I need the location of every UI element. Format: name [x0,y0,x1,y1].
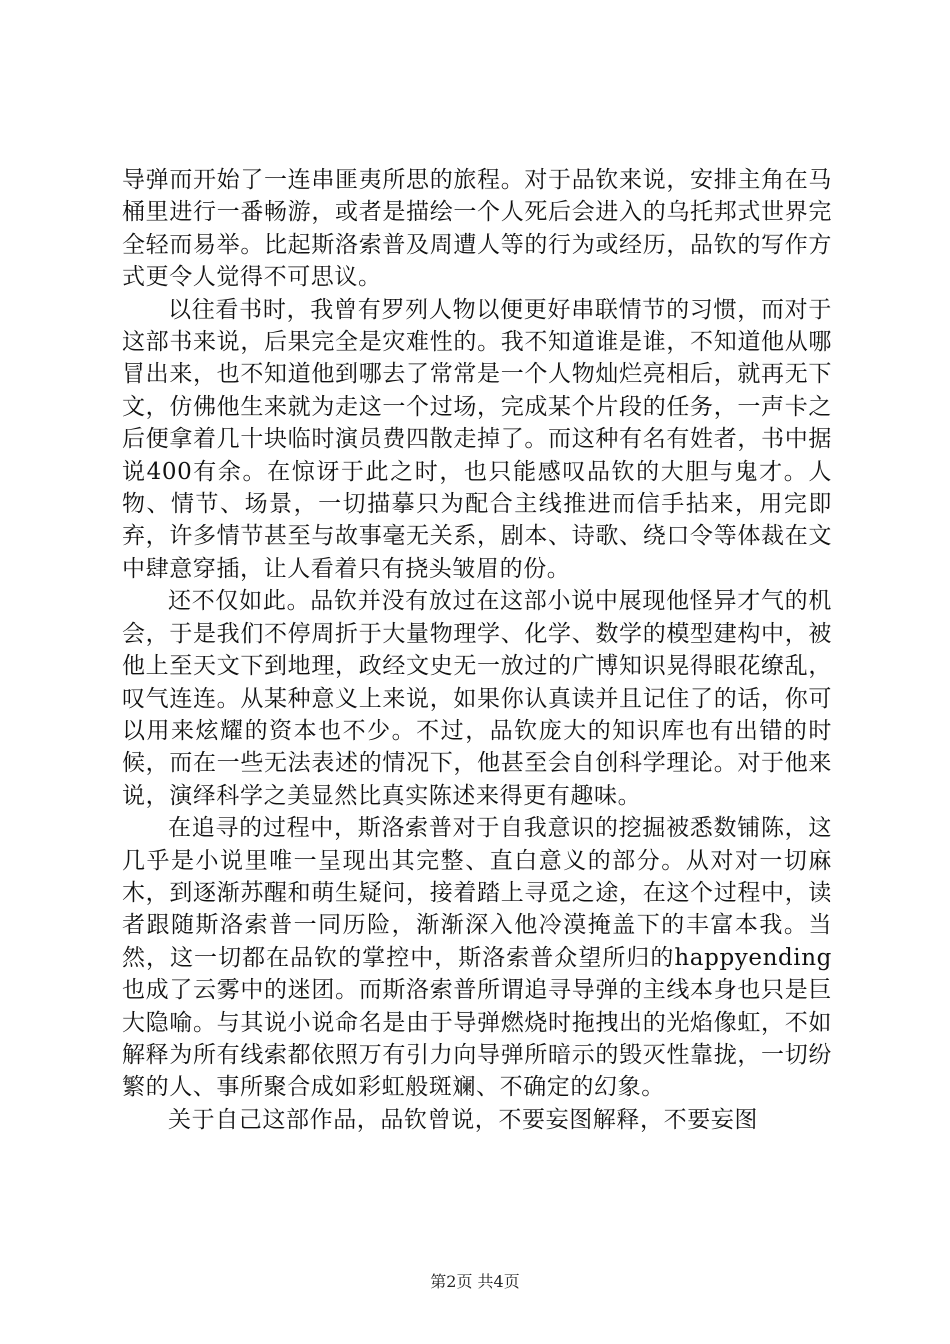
page-footer [0,1272,950,1292]
page-number-label: 第2页 共4页 [430,1272,520,1291]
paragraph: 还不仅如此。品钦并没有放过在这部小说中展现他怪异才气的机会，于是我们不停周折于大量物理学、化学、数学的模型建构中，被他上至天文下到地理，政经文史无一放过的广博知识晃得眼花缭乱，叹气连连。从某种意义上来说，如果你认真读并且记住了的话，你可以用来炫耀的资本也不少。不过，品钦庞大的知识库也有出错的时候，而在一些无法表述的情况下，他甚至会自创科学理论。对于他来说，演绎科学之美显然比真实陈述来得更有趣味。 [122,588,832,809]
paragraph: 以往看书时，我曾有罗列人物以便更好串联情节的习惯，而对于这部书来说，后果完全是灾难性的。我不知道谁是谁，不知道他从哪冒出来，也不知道他到哪去了常常是一个人物灿烂亮相后，就再无下文，仿佛他生来就为走这一个过场，完成某个片段的任务，一声卡之后便拿着几十块临时演员费四散走掉了。而这种有名有姓者，书中据说400有余。在惊讶于此之时，也只能感叹品钦的大胆与鬼才。人物、情节、场景，一切描摹只为配合主线推进而信手拈来，用完即弃，许多情节甚至与故事毫无关系，剧本、诗歌、绕口令等体裁在文中肆意穿插，让人看着只有挠头皱眉的份。 [122,296,832,582]
paragraph: 关于自己这部作品，品钦曾说，不要妄图解释，不要妄图 [168,1106,758,1133]
body-text [122,164,832,1136]
paragraph: 在追寻的过程中，斯洛索普对于自我意识的挖掘被悉数铺陈，这几乎是小说里唯一呈现出其完整、直白意义的部分。从对对一切麻木，到逐渐苏醒和萌生疑问，接着踏上寻觅之途，在这个过程中，读者跟随斯洛索普一同历险，渐渐深入他冷漠掩盖下的丰富本我。当然，这一切都在品钦的掌控中，斯洛索普众望所归的happyending也成了云雾中的迷团。而斯洛索普所谓追寻导弹的主线本身也只是巨大隐喻。与其说小说命名是由于导弹燃烧时拖拽出的光焰像虹，不如解释为所有线索都依照万有引力向导弹所暗示的毁灭性靠拢，一切纷繁的人、事所聚合成如彩虹般斑斓、不确定的幻象。 [122,815,832,1101]
paragraph: 导弹而开始了一连串匪夷所思的旅程。对于品钦来说，安排主角在马桶里进行一番畅游，或者是描绘一个人死后会进入的乌托邦式世界完全轻而易举。比起斯洛索普及周遭人等的行为或经历，品钦的写作方式更令人觉得不可思议。 [122,167,832,291]
